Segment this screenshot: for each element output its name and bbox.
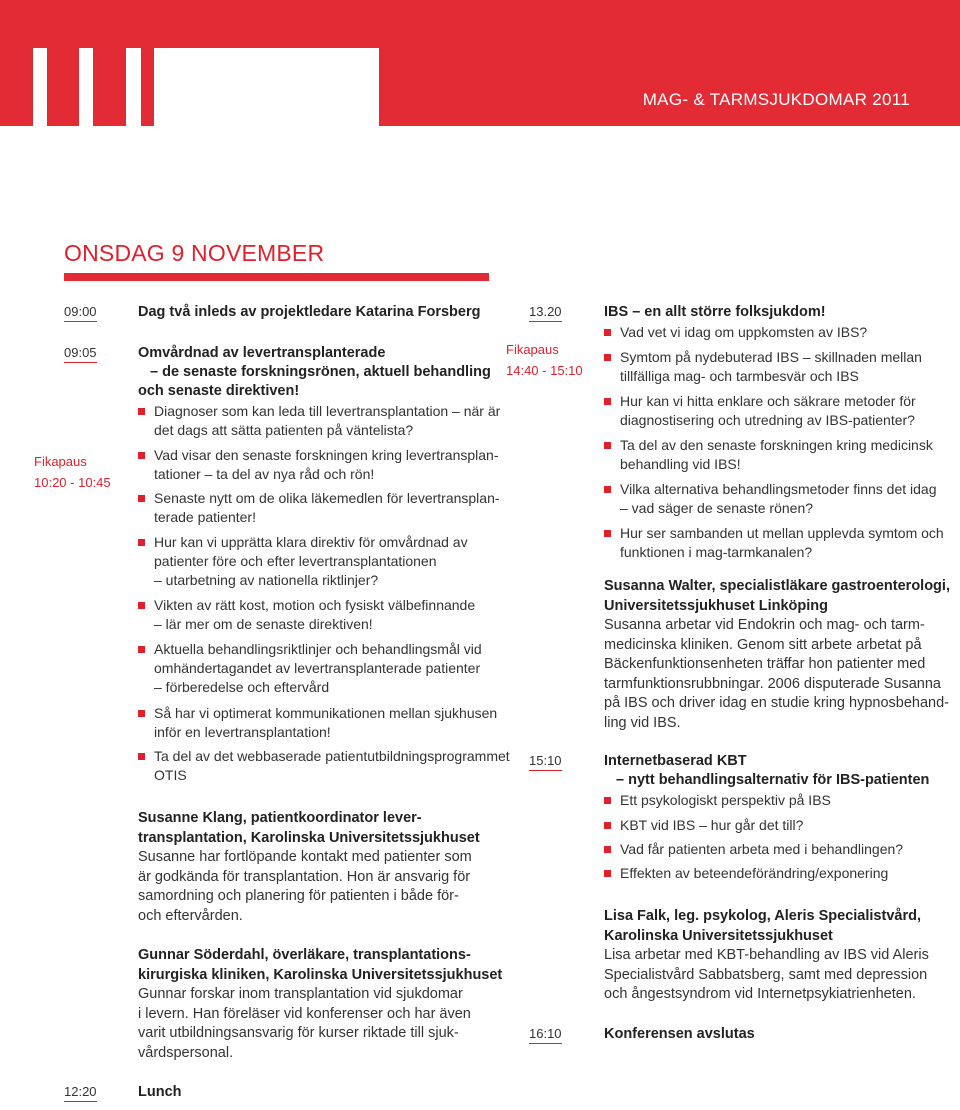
time-1220: 12:20 bbox=[64, 1084, 97, 1102]
header-band bbox=[0, 0, 960, 48]
list-item: Ett psykologiskt perspektiv på IBS bbox=[604, 791, 831, 810]
list-item: Ta del av den senaste forskningen kring medicinsk behandling vid IBS! bbox=[604, 436, 933, 474]
session-title-opening: Dag två inleds av projektledare Katarina Forsberg bbox=[138, 304, 481, 320]
session-title-lunch: Lunch bbox=[138, 1084, 182, 1100]
list-item: Aktuella behandlingsriktlinjer och behandlingsmål vid omhändertagandet av levertransplanterade patienter – förberedelse och eftervård bbox=[138, 640, 482, 697]
speaker-bio-susanne: Susanne Klang, patientkoordinator lever- transplantation, Karolinska Universitetssjukhuset Susanne har fortlöpande kontakt med patienter som är godkända för transplantation. Hon är ansvarig för samordning och planering för patienten i både för- och eftervården. bbox=[138, 810, 480, 924]
logo-bar-4 bbox=[141, 48, 154, 126]
speaker-bio-susanna: Susanna Walter, specialistläkare gastroenterologi, Universitetssjukhuset Linköping Susanna arbetar vid Endokrin och mag- och tarm- medicinska kliniken. Genom sitt arbete arbetat på Bäckenfunktionsenheten träffar hon patienter med tarmfunktionsrubbningar. 2006 disputerade Susanna på IBS och driver idag en studie kring hypnosbehand- ling vid IBS. bbox=[604, 578, 950, 731]
list-item: Senaste nytt om de olika läkemedlen för levertransplan- terade patienter! bbox=[138, 489, 500, 527]
logo-bar-3 bbox=[93, 48, 126, 126]
logo-bar-1 bbox=[0, 48, 33, 126]
list-item: Hur kan vi upprätta klara direktiv för omvårdnad av patienter före och efter levertransplantationen – utarbetning av nationella riktlinjer? bbox=[138, 533, 468, 590]
time-1320: 13.20 bbox=[529, 304, 562, 322]
time-1610: 16:10 bbox=[529, 1026, 562, 1044]
session-title-ibs: IBS – en allt större folksjukdom! bbox=[604, 304, 826, 320]
list-item: Vad får patienten arbeta med i behandlingen? bbox=[604, 840, 903, 859]
header-title-block bbox=[379, 48, 960, 126]
list-item: Vad vet vi idag om uppkomsten av IBS? bbox=[604, 323, 867, 342]
coffee-break-left: Fikapaus 10:20 - 10:45 bbox=[34, 454, 111, 490]
conference-title: MAG- & TARMSJUKDOMAR 2011 bbox=[642, 90, 910, 109]
time-0905: 09:05 bbox=[64, 345, 97, 363]
list-item: Symtom på nydebuterad IBS – skillnaden mellan tillfälliga mag- och tarmbesvär och IBS bbox=[604, 348, 922, 386]
list-item: Diagnoser som kan leda till levertransplantation – när är det dags att sätta patienten på väntelista? bbox=[138, 402, 500, 440]
list-item: Vikten av rätt kost, motion och fysiskt välbefinnande – lär mer om de senaste direktiven! bbox=[138, 596, 475, 634]
logo-bar-2 bbox=[47, 48, 79, 126]
list-item: Så har vi optimerat kommunikationen mellan sjukhusen inför en levertransplantation! bbox=[138, 704, 497, 742]
day-underline bbox=[64, 273, 489, 281]
list-item: Vilka alternativa behandlingsmetoder finns det idag – vad säger de senaste rönen? bbox=[604, 480, 937, 518]
coffee-break-right: Fikapaus 14:40 - 15:10 bbox=[506, 342, 583, 378]
list-item: Effekten av beteendeförändring/exponering bbox=[604, 864, 888, 883]
list-item: Hur ser sambanden ut mellan upplevda symtom och funktionen i mag-tarmkanalen? bbox=[604, 524, 944, 562]
list-item: Hur kan vi hitta enklare och säkrare metoder för diagnostisering och utredning av IBS-patienter? bbox=[604, 392, 916, 430]
list-item: Vad visar den senaste forskningen kring levertransplan- tationer – ta del av nya råd och rön! bbox=[138, 446, 498, 484]
day-title: ONSDAG 9 NOVEMBER bbox=[64, 240, 325, 266]
speaker-bio-gunnar: Gunnar Söderdahl, överläkare, transplantations- kirurgiska kliniken, Karolinska Universitetssjukhuset Gunnar forskar inom transplantation vid sjukdomar i levern. Han föreläser vid konferenser och har även varit utbildningsansvarig för kurser riktade till sjuk- vårdspersonal. bbox=[138, 947, 503, 1061]
time-1510: 15:10 bbox=[529, 753, 562, 771]
time-0900: 09:00 bbox=[64, 304, 97, 322]
list-item: Ta del av det webbaserade patientutbildningsprogrammet OTIS bbox=[138, 747, 510, 785]
session-title-closing: Konferensen avslutas bbox=[604, 1026, 755, 1042]
list-item: KBT vid IBS – hur går det till? bbox=[604, 816, 803, 835]
speaker-bio-lisa: Lisa Falk, leg. psykolog, Aleris Specialistvård, Karolinska Universitetssjukhuset Lisa arbetar med KBT-behandling av IBS vid Aleris Specialistvård Sabbatsberg, samt med depression och ångestsyndrom vid Internetpsykiatrienheten. bbox=[604, 908, 929, 1002]
session-title-liver: Omvårdnad av levertransplanterade – de senaste forskningsrönen, aktuell behandling och senaste direktiven! bbox=[138, 345, 491, 399]
session-title-kbt: Internetbaserad KBT – nytt behandlingsalternativ för IBS-patienten bbox=[604, 753, 930, 788]
